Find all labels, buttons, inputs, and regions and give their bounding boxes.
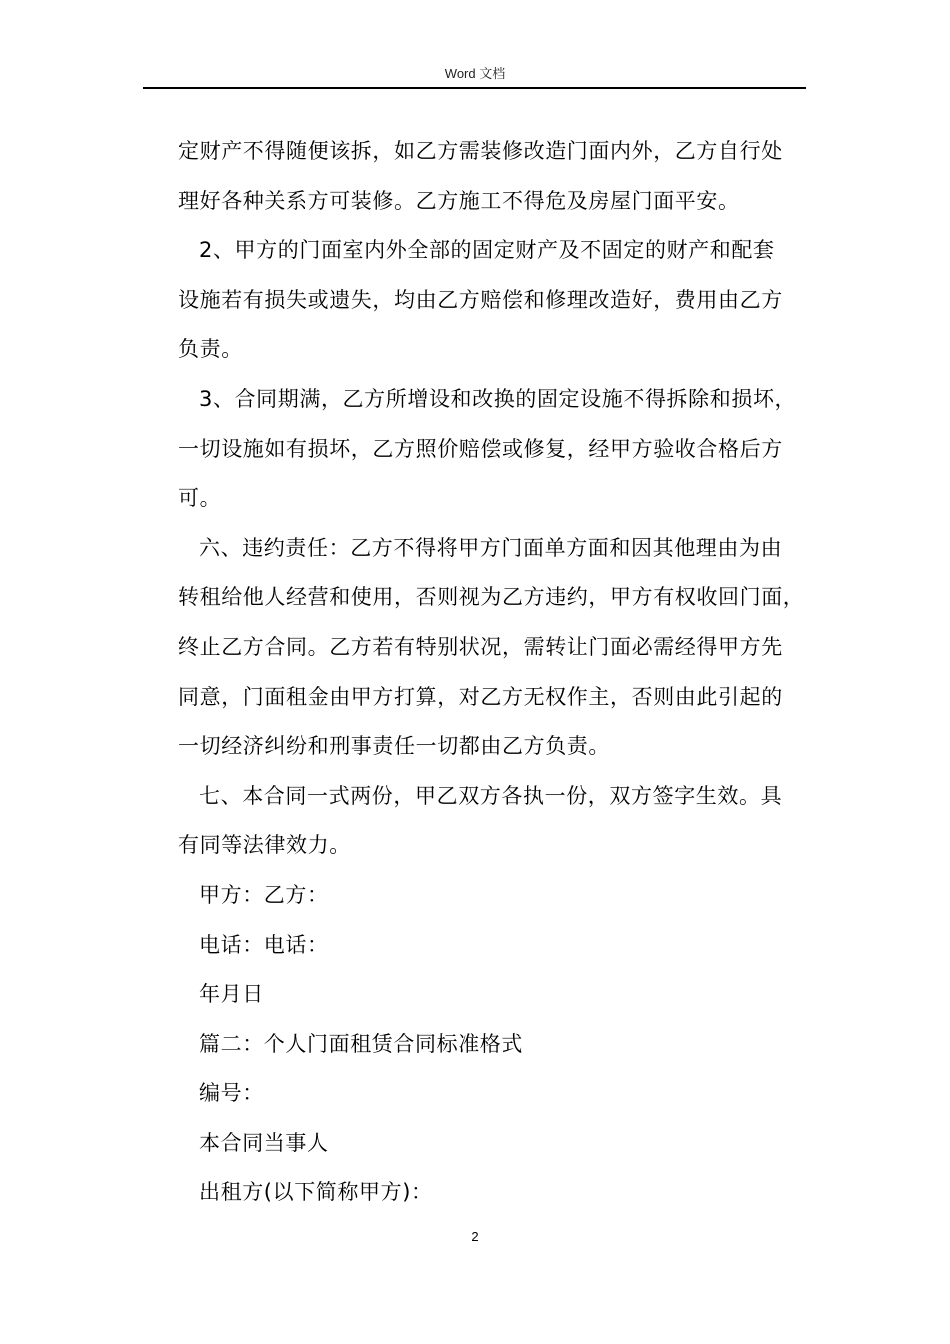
- paragraph-line: 一切经济纠纷和刑事责任一切都由乙方负责。: [178, 734, 610, 759]
- paragraph-line: 七、本合同一式两份，甲乙双方各执一份，双方签字生效。具: [199, 783, 783, 808]
- paragraph-line: 可。: [178, 486, 222, 511]
- paragraph-line: 终止乙方合同。乙方若有特别状况，需转让门面必需经得甲方先: [178, 634, 783, 659]
- paragraph-line: 转租给他人经营和使用，否则视为乙方违约，甲方有权收回门面，: [178, 585, 805, 610]
- paragraph-line: 篇二：个人门面租赁合同标准格式: [199, 1031, 523, 1056]
- paragraph-line: 出租方(以下简称甲方)：: [199, 1180, 433, 1205]
- paragraph-line: 编号：: [199, 1081, 264, 1106]
- paragraph-line: 本合同当事人: [199, 1130, 329, 1155]
- paragraph-line: 甲方：乙方：: [199, 882, 329, 907]
- header-rule: [143, 87, 806, 89]
- page-header: Word 文档: [444, 66, 506, 81]
- paragraph-line: 理好各种关系方可装修。乙方施工不得危及房屋门面平安。: [178, 188, 740, 213]
- paragraph-line: 负责。: [178, 337, 243, 362]
- paragraph-line: 六、违约责任：乙方不得将甲方门面单方面和因其他理由为由: [199, 535, 783, 560]
- page-number: 2: [471, 1229, 479, 1244]
- paragraph-line: 3、合同期满，乙方所增设和改换的固定设施不得拆除和损坏，: [199, 386, 797, 411]
- paragraph-line: 年月日: [199, 982, 264, 1007]
- document-body: [178, 127, 818, 1218]
- paragraph-line: 有同等法律效力。: [178, 833, 351, 858]
- paragraph-line: 定财产不得随便该拆，如乙方需装修改造门面内外，乙方自行处: [178, 139, 783, 163]
- paragraph-line: 电话：电话：: [199, 932, 329, 957]
- paragraph-line: 设施若有损失或遗失，均由乙方赔偿和修理改造好，费用由乙方: [178, 287, 783, 312]
- paragraph-line: 一切设施如有损坏，乙方照价赔偿或修复，经甲方验收合格后方: [178, 436, 783, 461]
- paragraph-line: 同意，门面租金由甲方打算，对乙方无权作主，否则由此引起的: [178, 684, 783, 709]
- paragraph-line: 2、甲方的门面室内外全部的固定财产及不固定的财产和配套: [199, 238, 775, 263]
